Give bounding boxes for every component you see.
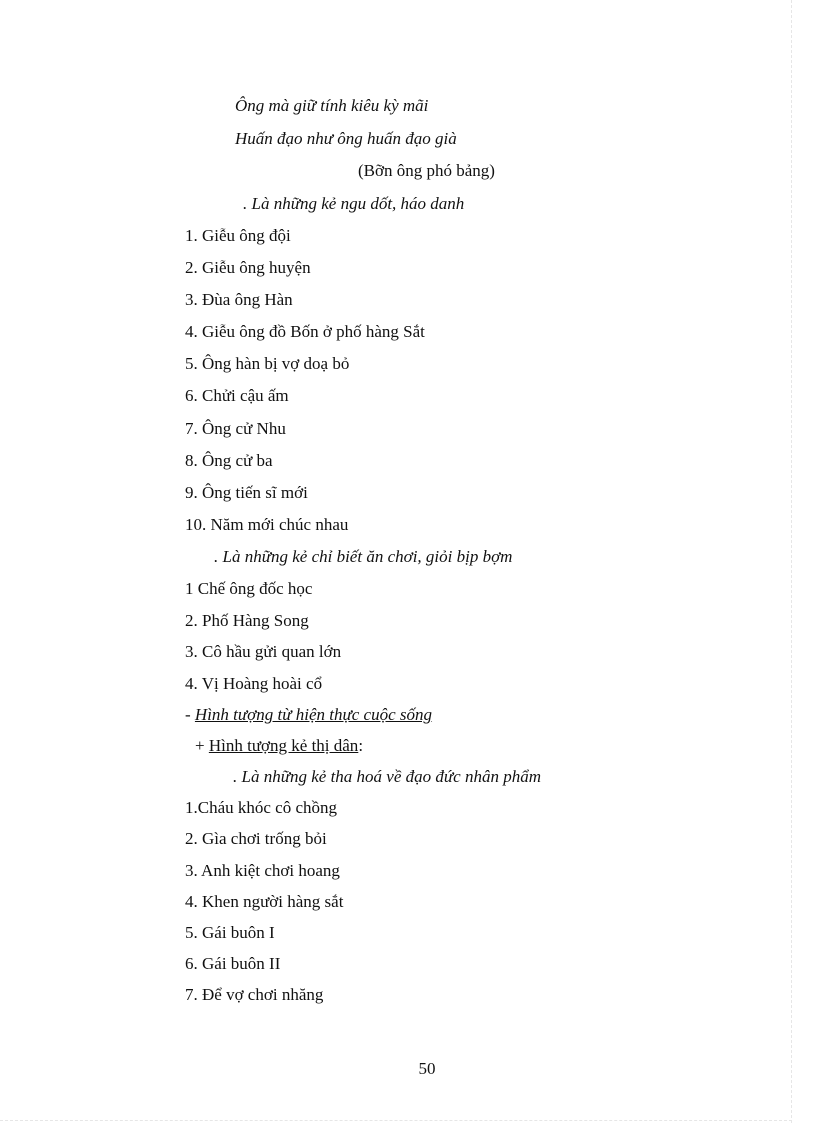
list-item: 7. Để vợ chơi nhăng <box>185 985 324 1004</box>
list-item: 2. Phố Hàng Song <box>185 611 309 630</box>
list-item: 3. Đùa ông Hàn <box>185 290 293 309</box>
list-item: 5. Ông hàn bị vợ doạ bỏ <box>185 354 350 373</box>
section-dash: - <box>185 705 191 724</box>
list-item: 3. Cô hầu gửi quan lớn <box>185 642 342 661</box>
list-item: 7. Ông cử Nhu <box>185 419 286 438</box>
list-item: 6. Chửi cậu ấm <box>185 386 289 405</box>
poem-line-1: Ông mà giữ tính kiêu kỳ mãi <box>235 96 429 115</box>
list-item: 8. Ông cử ba <box>185 451 273 470</box>
list-item: 4. Khen người hàng sắt <box>185 892 344 911</box>
page-number: 50 <box>418 1059 436 1078</box>
list-item: 3. Anh kiệt chơi hoang <box>185 861 340 880</box>
subsection-colon: : <box>358 736 364 755</box>
subsection-title: Hình tượng kẻ thị dân <box>208 736 359 755</box>
list-item: 4. Vị Hoàng hoài cổ <box>185 674 323 693</box>
poem-line-2: Huấn đạo như ông huấn đạo già <box>235 129 457 148</box>
subsection-heading <box>195 735 363 757</box>
poem-source: (Bỡn ông phó bảng) <box>358 161 495 180</box>
list-item: 10. Năm mới chúc nhau <box>185 515 349 534</box>
group-degraded-heading: . Là những kẻ tha hoá về đạo đức nhân phẩm <box>233 767 541 786</box>
list-item: 1. Giễu ông đội <box>185 226 291 245</box>
list-item: 2. Giễu ông huyện <box>185 258 311 277</box>
list-item: 6. Gái buôn II <box>185 954 281 973</box>
list-item: 1.Cháu khóc cô chồng <box>185 798 338 817</box>
list-item: 9. Ông tiến sĩ mới <box>185 483 308 502</box>
page-edge-bottom <box>0 1120 792 1121</box>
list-item: 5. Gái buôn I <box>185 923 275 942</box>
group-playboys-heading: . Là những kẻ chỉ biết ăn chơi, giỏi bịp bợm <box>214 547 513 566</box>
section-heading <box>185 704 432 726</box>
section-title: Hình tượng từ hiện thực cuộc sống <box>194 705 433 724</box>
list-item: 2. Gìa chơi trống bỏi <box>185 829 327 848</box>
subsection-plus: + <box>195 736 205 755</box>
page-edge-right <box>791 0 792 1123</box>
list-item: 4. Giễu ông đồ Bốn ở phố hàng Sắt <box>185 322 425 341</box>
group-ignorant-heading: . Là những kẻ ngu dốt, háo danh <box>243 194 465 213</box>
list-item: 1 Chế ông đốc học <box>185 579 313 598</box>
